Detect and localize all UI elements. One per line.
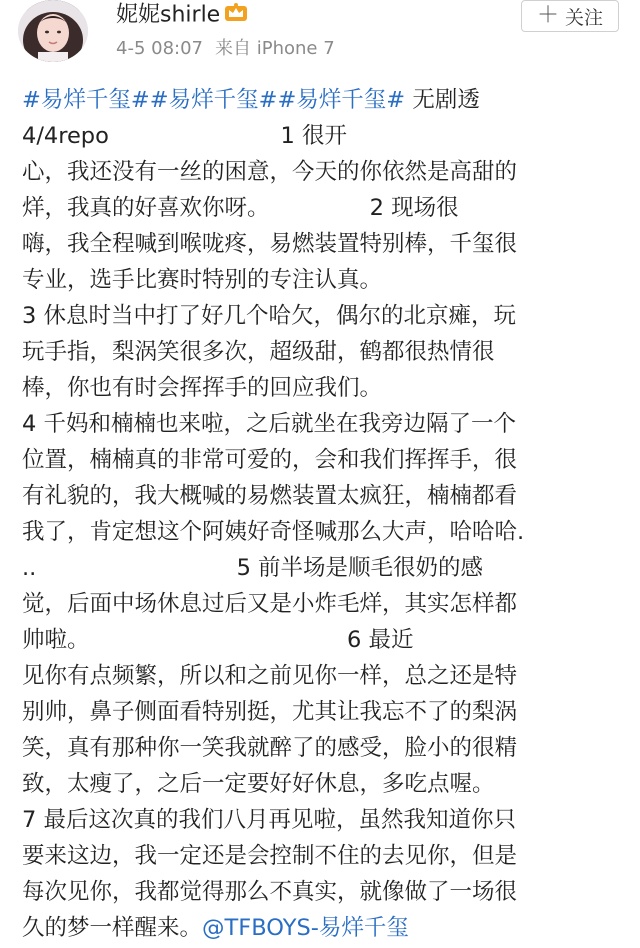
post-text: 嗨，我全程喊到喉咙疼，易燃装置特别棒，千玺很 <box>22 231 518 257</box>
post-line-final <box>22 910 622 946</box>
username[interactable]: 妮妮shirle <box>116 2 221 28</box>
post-text: 心，我还没有一丝的困意，今天的你依然是高甜的 <box>22 159 518 185</box>
post-text: 久的梦一样醒来。 <box>22 915 203 941</box>
post-line-topics <box>22 82 622 118</box>
post-text: 4 千妈和楠楠也来啦，之后就坐在我旁边隔了一个 <box>22 411 516 437</box>
mention-link[interactable]: @TFBOYS-易烊千玺 <box>202 915 409 941</box>
post-text: 玩手指，梨涡笑很多次，超级甜，鹤都很热情很 <box>22 339 495 365</box>
timestamp: 4-5 08:07 <box>116 38 203 59</box>
post-text: 有礼貌的，我大概喊的易燃装置太疯狂，楠楠都看 <box>22 483 518 509</box>
avatar[interactable] <box>18 0 88 62</box>
post-text: 3 休息时当中打了好几个哈欠，偶尔的北京瘫，玩 <box>22 303 516 329</box>
post-text: 专业，选手比赛时特别的专注认真。 <box>22 267 383 293</box>
post-text: 棒，你也有时会挥挥手的回应我们。 <box>22 375 383 401</box>
vip-crown-badge-icon <box>224 2 248 29</box>
post-text: 无剧透 <box>412 87 480 113</box>
source-prefix: 来自 <box>215 38 251 59</box>
post-text: 位置，楠楠真的非常可爱的，会和我们挥挥手，很 <box>22 447 518 473</box>
post-text: 觉，后面中场休息过后又是小炸毛烊，其实怎样都 <box>22 591 518 617</box>
post-meta <box>116 38 335 60</box>
post-text: 烊，我真的好喜欢你呀。 2 现场很 <box>22 195 459 221</box>
post-body <box>22 82 622 946</box>
source-device: iPhone 7 <box>256 38 335 59</box>
avatar-portrait <box>18 0 88 62</box>
username-row[interactable] <box>116 2 248 29</box>
post-text: 每次见你，我都觉得那么不真实，就像做了一场很 <box>22 879 518 905</box>
topic-link[interactable]: #易烊千玺# <box>149 87 278 113</box>
topic-link[interactable]: #易烊千玺# <box>22 87 150 113</box>
post-text: 7 最后这次真的我们八月再见啦，虽然我知道你只 <box>22 807 516 833</box>
plus-icon: ＋ <box>536 3 559 28</box>
post-text: 致，太瘦了，之后一定要好好休息，多吃点喔。 <box>22 771 495 797</box>
post-text: .. 5 前半场是顺毛很奶的感 <box>22 555 484 581</box>
post-header <box>0 0 640 78</box>
follow-button[interactable] <box>521 0 619 32</box>
post-text: 4/4repo 1 很开 <box>22 123 347 149</box>
post-text: 我了，肯定想这个阿姨好奇怪喊那么大声，哈哈哈. <box>22 519 525 545</box>
post-text: 别帅，鼻子侧面看特别挺，尤其让我忘不了的梨涡 <box>22 699 518 725</box>
follow-label: 关注 <box>565 6 604 29</box>
post-text: 要来这边，我一定还是会控制不住的去见你，但是 <box>22 843 518 869</box>
post-text: 见你有点频繁，所以和之前见你一样，总之还是特 <box>22 663 518 689</box>
post-text: 帅啦。 6 最近 <box>22 627 414 653</box>
post-text: 笑，真有那种你一笑我就醉了的感受，脸小的很精 <box>22 735 518 761</box>
topic-link[interactable]: #易烊千玺# <box>277 87 406 113</box>
